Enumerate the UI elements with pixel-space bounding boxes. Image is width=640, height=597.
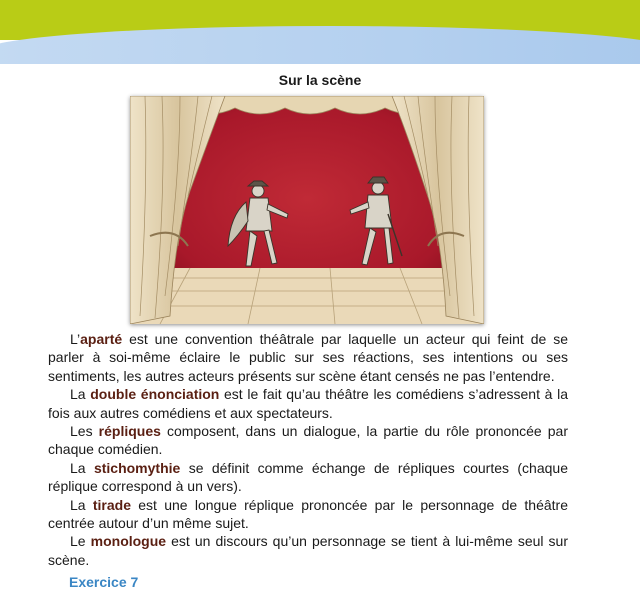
theatre-stage-illustration bbox=[130, 96, 484, 324]
term-double-enonciation: double énonciation bbox=[90, 386, 220, 403]
exercise-heading: Exercice 7 bbox=[69, 574, 139, 590]
definitions-text bbox=[48, 330, 568, 569]
paragraph-monologue: Le monologue est un discours qu’un personnage se tient à lui-même seul sur scène. bbox=[48, 533, 568, 568]
paragraph-repliques: Les répliques composent, dans un dialogue, la partie du rôle prononcée par chaque comédien. bbox=[48, 423, 568, 458]
paragraph-tirade: La tirade est une longue réplique prononcée par le personnage de théâtre centrée autour d’un même sujet. bbox=[48, 496, 568, 532]
term-aparte: aparté bbox=[80, 331, 123, 347]
term-monologue: monologue bbox=[90, 533, 167, 550]
paragraph-aparte: L’aparté est une convention théâtrale par laquelle un acteur qui feint de se parler à soi-même éclaire le public sur ses réactions, ses intentions ou ses sentiments, les autres acteurs présents sur scène étant censés ne pas l’entendre. bbox=[48, 331, 568, 384]
term-tirade: tirade bbox=[92, 496, 131, 513]
paragraph-stichomythie: La stichomythie se définit comme échange de répliques courtes (chaque réplique correspond à un vers). bbox=[48, 459, 568, 495]
term-stichomythie: stichomythie bbox=[93, 459, 181, 476]
term-repliques: répliques bbox=[98, 423, 161, 440]
header-band bbox=[0, 0, 640, 64]
section-title: Sur la scène bbox=[278, 72, 362, 88]
header-blue-stripe bbox=[0, 26, 640, 64]
paragraph-double-enonciation: La double énonciation est le fait qu’au théâtre les comédiens s’adressent à la fois aux autres comédiens et aux spectateurs. bbox=[48, 386, 568, 421]
